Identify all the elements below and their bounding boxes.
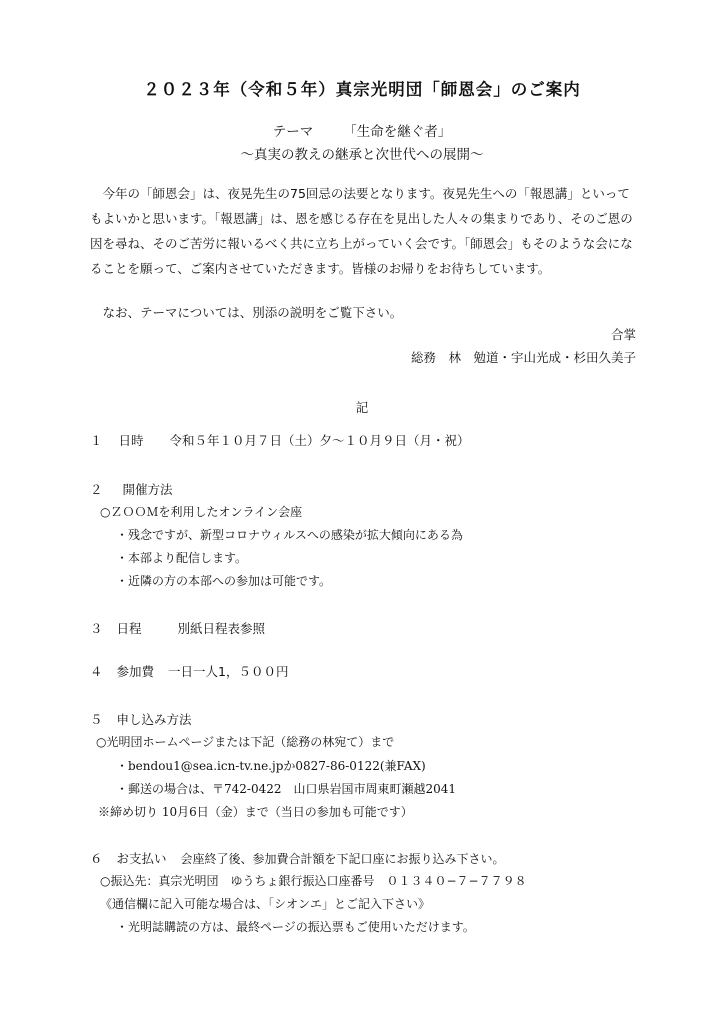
theme-subtitle: 〜真実の教えの継承と次世代への展開〜 xyxy=(240,147,484,163)
payment-remark: 《通信欄に記入可能な場合は、「シオンエ」とご記入下さい》 xyxy=(100,897,431,911)
item-value: 一日一人1，５００円 xyxy=(168,664,289,679)
item-number: ６ xyxy=(90,851,103,866)
apply-address: ・郵送の場合は、〒742-0422 山口県岩国市周東町瀬越2041 xyxy=(116,782,457,796)
method-bullet: ・本部より配信します。 xyxy=(116,551,248,565)
payment-bullet: ・光明誌購読の方は、最終ページの振込票もご使用いただけます。 xyxy=(116,920,475,934)
item-fee xyxy=(90,662,289,680)
ki-heading: 記 xyxy=(355,400,369,415)
page-title: ２０２３年（令和５年）真宗光明団「師恩会」のご案内 xyxy=(143,80,581,99)
method-bullet: ・残念ですが、新型コロナウィルスへの感染が拡大傾向にある為 xyxy=(116,528,463,542)
item-date xyxy=(90,431,470,449)
item-label: お支払い xyxy=(116,851,167,866)
theme-line xyxy=(0,120,724,140)
item-label: 日時 xyxy=(118,433,144,448)
apply-contact: ・bendou1@sea.icn-tv.ne.jpか0827-86-0122(兼FAX) xyxy=(116,759,426,773)
item-value: 令和５年１０月７日（土）夕〜１０月９日（月・祝） xyxy=(169,433,470,448)
item-label: 申し込み方法 xyxy=(116,712,192,727)
item-schedule xyxy=(90,619,265,637)
payment-account: ○振込先：真宗光明団 ゆうちょ銀行振込口座番号 ０１３４０−７−７７９８ xyxy=(100,874,527,888)
item-method xyxy=(90,480,173,498)
item-number: ３ xyxy=(90,621,103,636)
item-label: 開催方法 xyxy=(122,482,173,497)
intro-paragraph: 今年の「師恩会」は、夜晃先生の75回忌の法要となります。夜晃先生への「報恩講」といってもよいかと思います。「報恩講」は、恩を感じる存在を見出した人々の集まりであり、そのご恩の因を尋ね、そのご苦労に報いるべく共に立ち上がっていく会です。「師恩会」もそのような会になることを願って、ご案内させていただきます。皆様のお帰りをお待ちしています。 xyxy=(90,186,633,276)
item-payment xyxy=(90,849,505,867)
item-value: 別紙日程表参照 xyxy=(177,621,266,636)
apply-deadline: ※締め切り 10月6日（金）まで（当日の参加も可能です） xyxy=(98,805,413,819)
item-number: １ xyxy=(90,433,103,448)
item-apply xyxy=(90,710,192,728)
intro-note: なお、テーマについては、別添の説明をご覧下さい。 xyxy=(102,305,403,320)
apply-sub: ○光明団ホームページまたは下記（総務の林宛て）まで xyxy=(96,735,395,749)
method-sub: ○ＺＯＯＭを利用したオンライン会座 xyxy=(100,505,303,519)
item-value: 会座終了後、参加費合計額を下記口座にお振り込み下さい。 xyxy=(180,852,505,866)
item-label: 参加費 xyxy=(116,664,155,679)
gassho-text: 合掌 xyxy=(610,327,636,342)
item-label: 日程 xyxy=(116,621,142,636)
theme-title: 「生命を継ぐ者」 xyxy=(343,124,452,140)
item-number: ５ xyxy=(90,712,103,727)
item-number: ４ xyxy=(90,664,103,679)
theme-label: テーマ xyxy=(272,124,314,140)
signers: 総務 林 勉道・宇山光成・杉田久美子 xyxy=(410,350,636,365)
item-number: ２ xyxy=(90,482,103,497)
method-bullet: ・近隣の方の本部への参加は可能です。 xyxy=(116,574,332,588)
